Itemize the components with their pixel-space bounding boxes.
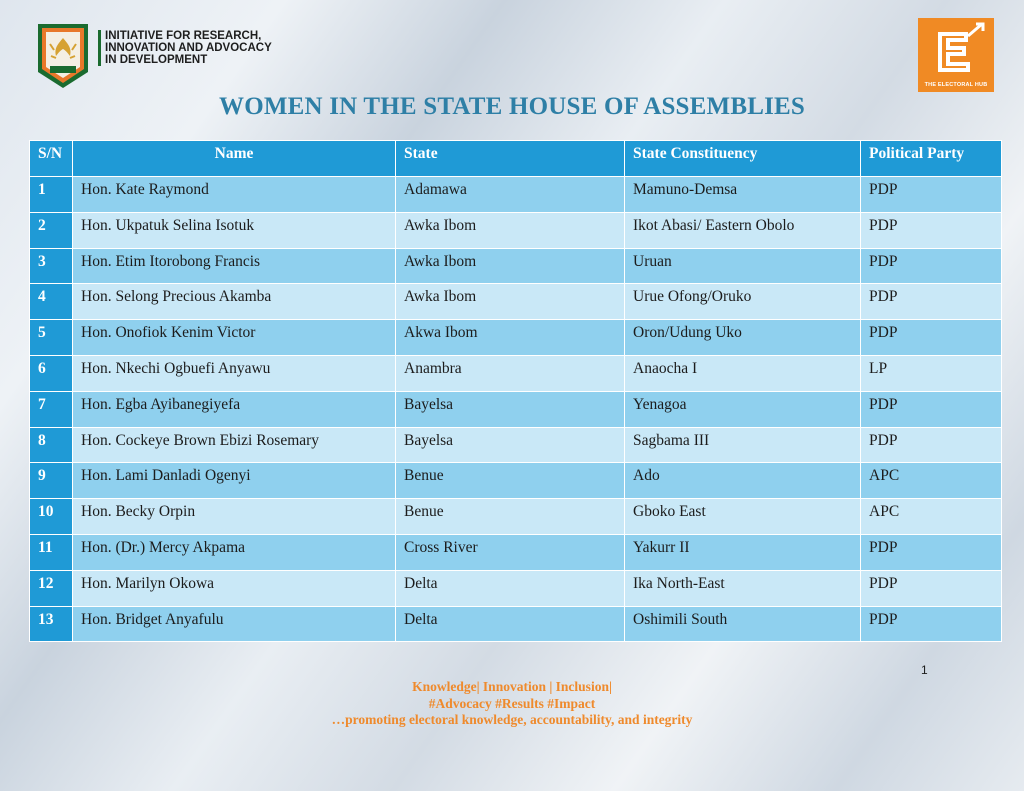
cell-sn: 1: [30, 177, 73, 213]
cell-name: Hon. Egba Ayibanegiyefa: [73, 391, 396, 427]
cell-sn: 12: [30, 570, 73, 606]
footer-line-2: #Advocacy #Results #Impact: [428, 695, 596, 711]
cell-name: Hon. Ukpatuk Selina Isotuk: [73, 212, 396, 248]
cell-name: Hon. Etim Itorobong Francis: [73, 248, 396, 284]
cell-constituency: Sagbama III: [625, 427, 861, 463]
iriad-logo-line-1: INITIATIVE FOR RESEARCH,: [105, 30, 262, 42]
cell-party: PDP: [861, 320, 1002, 356]
cell-sn: 10: [30, 499, 73, 535]
cell-constituency: Ikot Abasi/ Eastern Obolo: [625, 212, 861, 248]
footer-line-3: …promoting electoral knowledge, accountability, and integrity: [331, 712, 693, 727]
table-row: [30, 320, 1002, 356]
cell-party: PDP: [861, 427, 1002, 463]
cell-state: Awka Ibom: [396, 248, 625, 284]
table-row: [30, 499, 1002, 535]
cell-sn: 2: [30, 212, 73, 248]
table-row: [30, 355, 1002, 391]
cell-party: PDP: [861, 212, 1002, 248]
cell-name: Hon. Nkechi Ogbuefi Anyawu: [73, 355, 396, 391]
cell-state: Awka Ibom: [396, 212, 625, 248]
cell-constituency: Yenagoa: [625, 391, 861, 427]
cell-party: APC: [861, 463, 1002, 499]
cell-party: PDP: [861, 606, 1002, 642]
col-header-constituency: State Constituency: [625, 141, 861, 177]
col-header-name: Name: [73, 141, 396, 177]
table-row: [30, 248, 1002, 284]
cell-state: Anambra: [396, 355, 625, 391]
cell-constituency: Uruan: [625, 248, 861, 284]
cell-constituency: Ado: [625, 463, 861, 499]
cell-state: Bayelsa: [396, 391, 625, 427]
cell-sn: 4: [30, 284, 73, 320]
cell-constituency: Ika North-East: [625, 570, 861, 606]
women-assembly-table: [29, 140, 1002, 642]
table-row: [30, 606, 1002, 642]
electoral-hub-icon: [918, 18, 994, 92]
cell-name: Hon. Cockeye Brown Ebizi Rosemary: [73, 427, 396, 463]
cell-party: PDP: [861, 248, 1002, 284]
cell-state: Delta: [396, 570, 625, 606]
cell-party: PDP: [861, 284, 1002, 320]
cell-state: Benue: [396, 499, 625, 535]
cell-name: Hon. Kate Raymond: [73, 177, 396, 213]
cell-name: Hon. Selong Precious Akamba: [73, 284, 396, 320]
cell-sn: 6: [30, 355, 73, 391]
cell-constituency: Urue Ofong/Oruko: [625, 284, 861, 320]
table-row: [30, 427, 1002, 463]
cell-constituency: Yakurr II: [625, 534, 861, 570]
col-header-sn: S/N: [30, 141, 73, 177]
cell-constituency: Oshimili South: [625, 606, 861, 642]
page-number: 1: [921, 663, 928, 677]
table-row: [30, 570, 1002, 606]
cell-state: Benue: [396, 463, 625, 499]
cell-constituency: Gboko East: [625, 499, 861, 535]
table-row: [30, 463, 1002, 499]
cell-name: Hon. (Dr.) Mercy Akpama: [73, 534, 396, 570]
cell-state: Cross River: [396, 534, 625, 570]
cell-state: Awka Ibom: [396, 284, 625, 320]
cell-sn: 7: [30, 391, 73, 427]
cell-constituency: Mamuno-Demsa: [625, 177, 861, 213]
cell-party: PDP: [861, 570, 1002, 606]
table-header-row: [30, 141, 1002, 177]
cell-name: Hon. Marilyn Okowa: [73, 570, 396, 606]
cell-sn: 13: [30, 606, 73, 642]
table-row: [30, 534, 1002, 570]
cell-party: APC: [861, 499, 1002, 535]
cell-party: LP: [861, 355, 1002, 391]
table-row: [30, 391, 1002, 427]
col-header-party: Political Party: [861, 141, 1002, 177]
cell-sn: 3: [30, 248, 73, 284]
cell-sn: 8: [30, 427, 73, 463]
cell-party: PDP: [861, 391, 1002, 427]
iriad-logo: [36, 22, 276, 90]
table-body: [30, 177, 1002, 642]
iriad-badge-icon: [36, 22, 90, 90]
footer-tagline: [0, 679, 1024, 729]
page-title: WOMEN IN THE STATE HOUSE OF ASSEMBLIES: [219, 93, 805, 120]
cell-state: Akwa Ibom: [396, 320, 625, 356]
cell-state: Bayelsa: [396, 427, 625, 463]
cell-constituency: Oron/Udung Uko: [625, 320, 861, 356]
cell-sn: 11: [30, 534, 73, 570]
table-row: [30, 284, 1002, 320]
cell-sn: 5: [30, 320, 73, 356]
cell-name: Hon. Lami Danladi Ogenyi: [73, 463, 396, 499]
iriad-logo-text: [98, 30, 288, 66]
iriad-logo-line-3: IN DEVELOPMENT: [105, 54, 208, 66]
table-row: [30, 177, 1002, 213]
cell-name: Hon. Onofiok Kenim Victor: [73, 320, 396, 356]
cell-state: Adamawa: [396, 177, 625, 213]
cell-constituency: Anaocha I: [625, 355, 861, 391]
cell-name: Hon. Becky Orpin: [73, 499, 396, 535]
table-row: [30, 212, 1002, 248]
cell-party: PDP: [861, 534, 1002, 570]
electoral-hub-logo: [918, 18, 994, 92]
cell-party: PDP: [861, 177, 1002, 213]
iriad-logo-line-2: INNOVATION AND ADVOCACY: [105, 42, 272, 54]
cell-sn: 9: [30, 463, 73, 499]
cell-name: Hon. Bridget Anyafulu: [73, 606, 396, 642]
footer-line-1: Knowledge| Innovation | Inclusion|: [412, 679, 612, 694]
col-header-state: State: [396, 141, 625, 177]
electoral-hub-caption: THE ELECTORAL HUB: [924, 82, 988, 88]
cell-state: Delta: [396, 606, 625, 642]
